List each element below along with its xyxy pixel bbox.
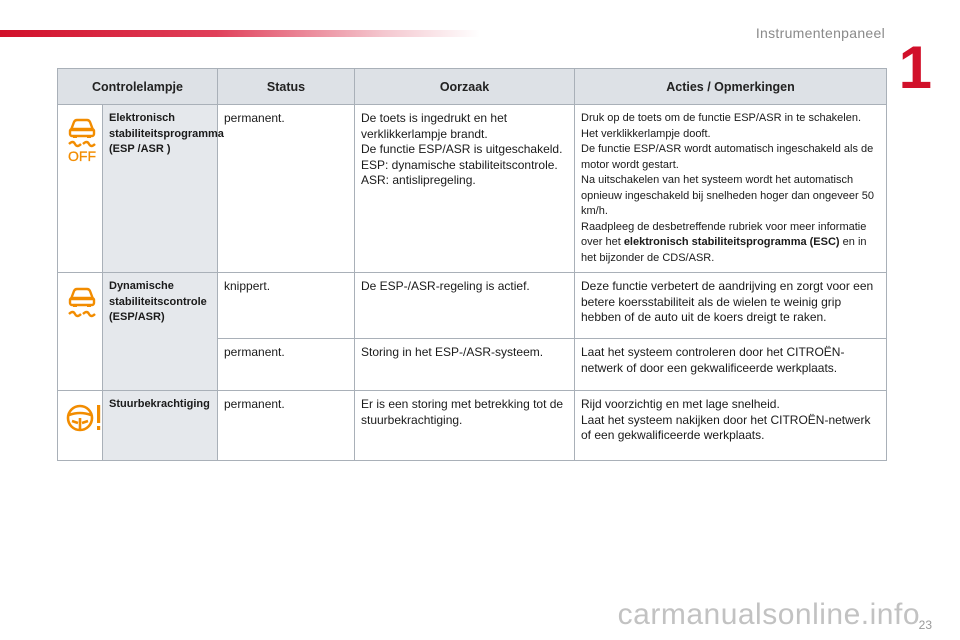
- actions-steering: [575, 391, 887, 461]
- actions-esp-off: [575, 105, 887, 273]
- cause-esp-off: [355, 105, 575, 273]
- cause-line: De functie ESP/ASR is uitgeschakeld.: [361, 142, 563, 156]
- actions-esp-dyn-fault: Laat het systeem controleren door het CITROËN-netwerk of door een gekwalificeerde werkplaats.: [575, 339, 887, 391]
- column-header-lamp: Controlelampje: [58, 69, 218, 105]
- action-ref-bold: elektronisch stabiliteitsprogramma (ESC): [623, 236, 840, 248]
- table-row-esp-off: [58, 105, 887, 273]
- esp-off-icon: [64, 113, 100, 163]
- action-line: Druk op de toets om de functie ESP/ASR in te schakelen.: [581, 112, 862, 124]
- actions-esp-dyn-blink: Deze functie verbetert de aandrijving en zorgt voor een betere koersstabiliteit als de wielen te weinig grip hebben of de auto uit de koers dreigt te raken.: [575, 273, 887, 339]
- column-header-cause: Oorzaak: [355, 69, 575, 105]
- action-ref-prefix: Raadpleeg de desbetreffende rubriek voor meer informatie over het: [581, 220, 867, 248]
- action-line: Na uitschakelen van het systeem wordt het automatisch opnieuw ingeschakeld bij snelheden hoger dan ongeveer 50 km/h.: [581, 174, 874, 217]
- action-line: De functie ESP/ASR wordt automatisch ingeschakeld als de motor wordt gestart.: [581, 143, 874, 171]
- svg-text:OFF: OFF: [68, 148, 96, 163]
- cause-esp-dyn-blink: De ESP-/ASR-regeling is actief.: [355, 273, 575, 339]
- skidding-car-icon: [64, 285, 100, 321]
- section-title: Instrumentenpaneel: [755, 25, 885, 41]
- cause-esp-dyn-fault: Storing in het ESP-/ASR-systeem.: [355, 339, 575, 391]
- action-ref-suffix: en in het bijzonder de CDS/ASR.: [581, 236, 867, 264]
- esp-dyn-icon-cell: [58, 273, 103, 391]
- status-esp-off: permanent.: [218, 105, 355, 273]
- action-reference: [581, 220, 880, 267]
- status-esp-dyn-blink: knippert.: [218, 273, 355, 339]
- watermark: carmanualsonline.info: [617, 598, 920, 631]
- action-line: Laat het systeem nakijken door het CITROËN-netwerk of een gekwalificeerde werkplaats.: [581, 412, 871, 442]
- chapter-number: 1: [898, 34, 932, 101]
- cause-line: ESP: dynamische stabiliteitscontrole.: [361, 157, 558, 172]
- lamp-name-esp-off: Elektronisch stabiliteitsprogramma (ESP /ASR ): [103, 105, 218, 273]
- cause-line: ASR: antislipregeling.: [361, 173, 476, 187]
- header-accent-bar: [0, 30, 480, 37]
- steering-icon-cell: [58, 391, 103, 461]
- status-steering: permanent.: [218, 391, 355, 461]
- page-number: 23: [918, 618, 932, 632]
- status-esp-dyn-fault: permanent.: [218, 339, 355, 391]
- lamp-name-esp-dyn: Dynamische stabiliteitscontrole (ESP/ASR): [103, 273, 218, 391]
- steering-warning-icon: [64, 401, 104, 435]
- cause-line: De toets is ingedrukt en het verklikkerlampje brandt.: [361, 111, 508, 141]
- warning-lights-table: [57, 68, 887, 461]
- action-line: Rijd voorzichtig en met lage snelheid.: [581, 397, 780, 411]
- column-header-actions: Acties / Opmerkingen: [575, 69, 887, 105]
- cause-steering: Er is een storing met betrekking tot de stuurbekrachtiging.: [355, 391, 575, 461]
- lamp-name-steering: Stuurbekrachtiging: [103, 391, 218, 461]
- table-row-steering: [58, 391, 887, 461]
- action-line: Het verklikkerlampje dooft.: [581, 127, 711, 140]
- column-header-status: Status: [218, 69, 355, 105]
- table-row-esp-dyn-blink: [58, 273, 887, 339]
- table-header-row: [58, 69, 887, 105]
- esp-off-icon-cell: [58, 105, 103, 273]
